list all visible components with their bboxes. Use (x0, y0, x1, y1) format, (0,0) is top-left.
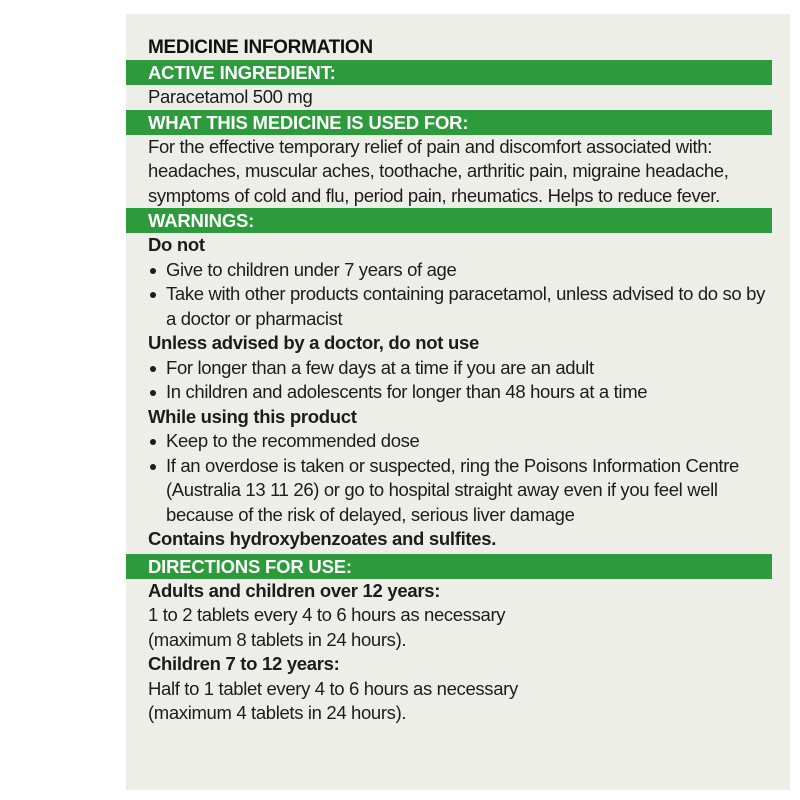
warnings-while-using-heading: While using this product (148, 405, 357, 427)
directions-adults-line2: (maximum 8 tablets in 24 hours). (148, 628, 407, 650)
warnings-do-not-heading: Do not (148, 234, 205, 255)
contains-notice: Contains hydroxybenzoates and sulfites. (148, 528, 497, 549)
directions-children-line1: Half to 1 tablet every 4 to 6 hours as necessary (148, 677, 518, 699)
section-header-active-ingredient: ACTIVE INGREDIENT: (126, 60, 772, 85)
section-header-directions: DIRECTIONS FOR USE: (126, 554, 772, 579)
section-header-used-for: WHAT THIS MEDICINE IS USED FOR: (126, 110, 772, 135)
medicine-information-panel (126, 14, 790, 790)
list-item: Give to children under 7 years of age (126, 258, 790, 283)
warnings-do-not-list (126, 258, 790, 332)
used-for-text: For the effective temporary relief of pain and discomfort associated with: headaches, muscular aches, toothache, arthritic pain, migraine headache, symptoms of cold and flu, period pain, rheumatics. Helps to reduce fever. (148, 135, 729, 206)
directions-adults-heading: Adults and children over 12 years: (148, 579, 441, 601)
list-item: Take with other products containing paracetamol, unless advised to do so by a doctor or pharmacist (126, 282, 790, 331)
list-item: Keep to the recommended dose (126, 429, 790, 454)
directions-children-heading: Children 7 to 12 years: (148, 653, 340, 674)
warnings-unless-advised-heading: Unless advised by a doctor, do not use (148, 332, 479, 353)
list-item: In children and adolescents for longer than 48 hours at a time (126, 380, 790, 405)
panel-content (126, 36, 790, 726)
active-ingredient-text: Paracetamol 500 mg (148, 86, 313, 107)
page-title: MEDICINE INFORMATION (148, 37, 373, 58)
section-header-warnings: WARNINGS: (126, 208, 772, 233)
directions-children-line2: (maximum 4 tablets in 24 hours). (148, 702, 407, 723)
warnings-while-using-list (126, 429, 790, 527)
list-item: For longer than a few days at a time if you are an adult (126, 356, 790, 381)
list-item: If an overdose is taken or suspected, ring the Poisons Information Centre (Australia 13 11 26) or go to hospital straight away even if you feel well because of the risk of delayed, serious liver damage (126, 454, 790, 528)
warnings-unless-advised-list (126, 356, 790, 405)
directions-adults-line1: 1 to 2 tablets every 4 to 6 hours as necessary (148, 604, 506, 625)
